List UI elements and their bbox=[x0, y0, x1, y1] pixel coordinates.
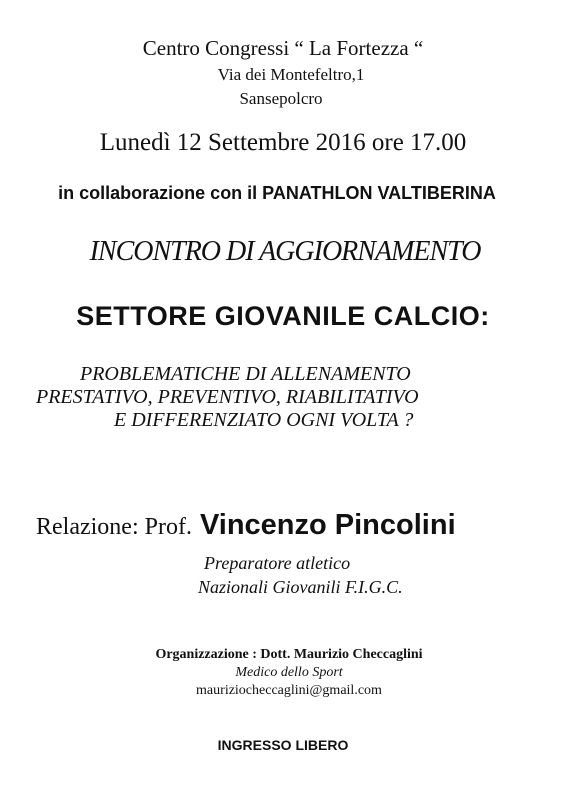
organizer-line: Organizzazione : Dott. Maurizio Checcaglini bbox=[155, 647, 423, 662]
venue-city: Sansepolcro bbox=[239, 89, 323, 108]
organizer-email: mauriziocheccaglini@gmail.com bbox=[196, 683, 382, 698]
venue-name: Centro Congressi “ La Fortezza “ bbox=[142, 36, 424, 60]
venue-street: Via dei Montefeltro,1 bbox=[217, 65, 365, 84]
collaboration-line: in collaborazione con il PANATHLON VALTIBERINA bbox=[58, 183, 496, 203]
speaker-line bbox=[36, 511, 456, 540]
subtitle-line: PROBLEMATICHE DI ALLENAMENTO bbox=[80, 363, 411, 385]
speaker-prefix: Relazione: Prof. bbox=[36, 514, 192, 540]
subtitle-line: E DIFFERENZIATO OGNI VOLTA ? bbox=[114, 409, 414, 431]
event-date: Lunedì 12 Settembre 2016 ore 17.00 bbox=[99, 129, 467, 156]
subtitle-line: PRESTATIVO, PREVENTIVO, RIABILITATIVO bbox=[36, 386, 419, 408]
organizer-role: Medico dello Sport bbox=[235, 665, 343, 680]
speaker-role: Preparatore atletico bbox=[204, 553, 351, 573]
speaker-affiliation: Nazionali Giovanili F.I.G.C. bbox=[198, 577, 403, 597]
speaker-name: Vincenzo Pincolini bbox=[199, 509, 456, 541]
entry-notice: INGRESSO LIBERO bbox=[217, 737, 349, 753]
meeting-type-heading: INCONTRO DI AGGIORNAMENTO bbox=[89, 236, 481, 267]
topic-title: SETTORE GIOVANILE CALCIO: bbox=[76, 301, 490, 331]
